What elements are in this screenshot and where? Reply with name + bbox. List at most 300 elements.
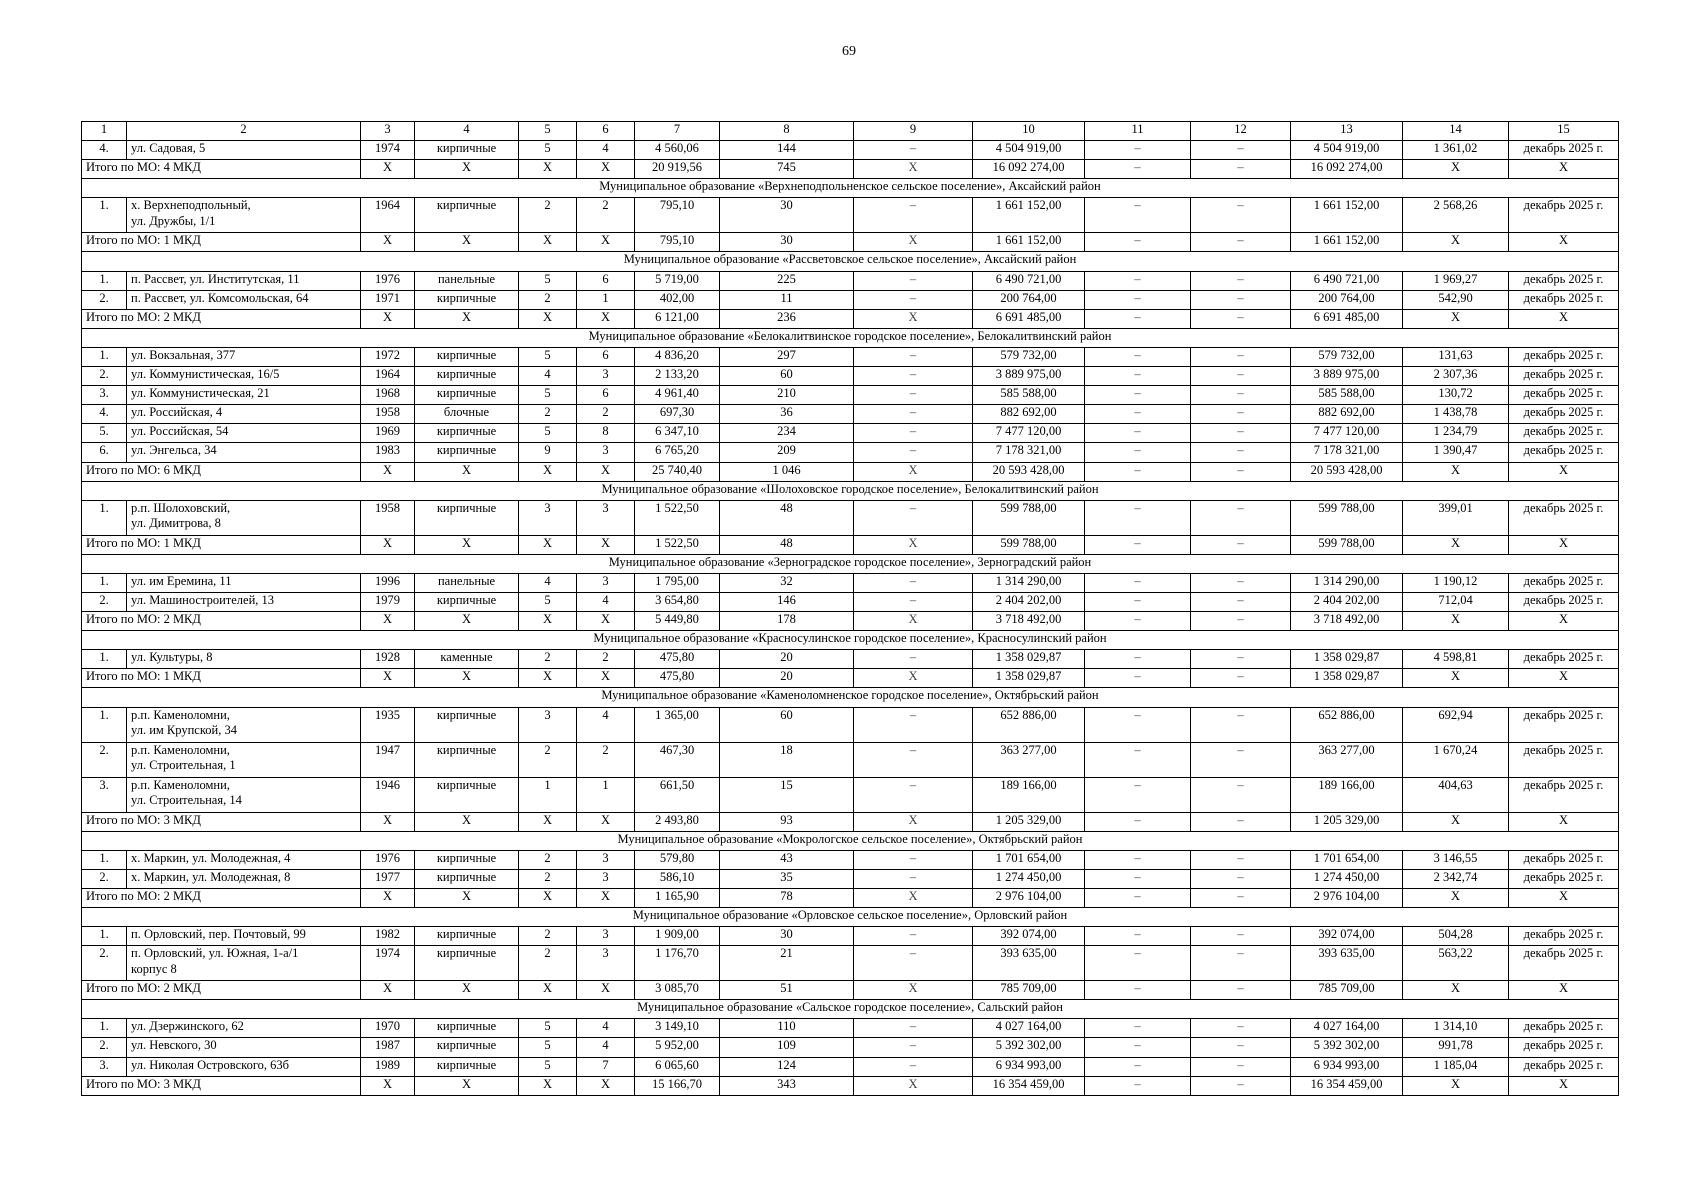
- unit-cost-cell: 1 234,79: [1403, 424, 1509, 443]
- col9-cell: X: [854, 309, 973, 328]
- table-row: [82, 1057, 1619, 1076]
- subtotal-label: Итого по МО: 1 МКД: [82, 233, 361, 252]
- wall-material-cell: кирпичные: [415, 1019, 519, 1038]
- address-line: п. Рассвет, ул. Институтская, 11: [131, 271, 300, 286]
- subtotal-row: [82, 981, 1619, 1000]
- municipality-heading: Муниципальное образование «Верхнеподпольненское сельское поселение», Аксайский район: [82, 179, 1619, 198]
- deadline-cell: декабрь 2025 г.: [1509, 742, 1619, 777]
- entrances-cell: 3: [577, 573, 635, 592]
- floors-cell: 1: [519, 777, 577, 812]
- table-row: [82, 443, 1619, 462]
- year-cell: 1964: [361, 198, 415, 233]
- unit-cost-cell: 1 670,24: [1403, 742, 1509, 777]
- deadline-cell: декабрь 2025 г.: [1509, 707, 1619, 742]
- entrances-cell: 1: [577, 777, 635, 812]
- entrances-cell: 3: [577, 927, 635, 946]
- entrances-cell: 2: [577, 742, 635, 777]
- column-number: 5: [519, 122, 577, 141]
- col9-cell: –: [854, 777, 973, 812]
- address-line: ул. Культуры, 8: [131, 650, 213, 665]
- subtotal-label: Итого по МО: 1 МКД: [82, 535, 361, 554]
- row-number-cell: 2.: [82, 592, 127, 611]
- address-line: корпус 8: [131, 961, 177, 976]
- cost-cell: 1 358 029,87: [973, 669, 1085, 688]
- area-cell: 4 836,20: [635, 347, 720, 366]
- municipality-heading-row: [82, 252, 1619, 271]
- year-cell: 1987: [361, 1038, 415, 1057]
- year-cell: X: [361, 309, 415, 328]
- area-cell: 15 166,70: [635, 1076, 720, 1095]
- floors-cell: 2: [519, 927, 577, 946]
- year-cell: 1974: [361, 946, 415, 981]
- residents-cell: 210: [720, 386, 854, 405]
- col9-cell: –: [854, 424, 973, 443]
- wall-material-cell: X: [415, 1076, 519, 1095]
- area-cell: 6 065,60: [635, 1057, 720, 1076]
- floors-cell: 2: [519, 290, 577, 309]
- col12-cell: –: [1191, 592, 1291, 611]
- floors-cell: 4: [519, 367, 577, 386]
- deadline-cell: X: [1509, 535, 1619, 554]
- entrances-cell: 6: [577, 347, 635, 366]
- municipality-heading-row: [82, 831, 1619, 850]
- floors-cell: X: [519, 812, 577, 831]
- municipality-heading: Муниципальное образование «Орловское сельское поселение», Орловский район: [82, 908, 1619, 927]
- residents-cell: 297: [720, 347, 854, 366]
- area-cell: 6 765,20: [635, 443, 720, 462]
- area-cell: 1 522,50: [635, 500, 720, 535]
- address-line: ул. им Еремина, 11: [131, 573, 232, 588]
- col13-cell: 652 886,00: [1291, 707, 1403, 742]
- col11-cell: –: [1085, 1019, 1191, 1038]
- year-cell: 1946: [361, 777, 415, 812]
- col9-cell: –: [854, 1019, 973, 1038]
- floors-cell: X: [519, 233, 577, 252]
- floors-cell: 2: [519, 405, 577, 424]
- row-number-cell: 1.: [82, 347, 127, 366]
- address-cell: [127, 650, 361, 669]
- col13-cell: 1 701 654,00: [1291, 850, 1403, 869]
- row-number-cell: 1.: [82, 927, 127, 946]
- col11-cell: –: [1085, 462, 1191, 481]
- table-row: [82, 592, 1619, 611]
- wall-material-cell: кирпичные: [415, 1038, 519, 1057]
- address-cell: [127, 500, 361, 535]
- wall-material-cell: X: [415, 669, 519, 688]
- col12-cell: –: [1191, 612, 1291, 631]
- col12-cell: –: [1191, 707, 1291, 742]
- deadline-cell: декабрь 2025 г.: [1509, 424, 1619, 443]
- deadline-cell: X: [1509, 233, 1619, 252]
- col12-cell: –: [1191, 869, 1291, 888]
- area-cell: 2 133,20: [635, 367, 720, 386]
- subtotal-label: Итого по МО: 4 МКД: [82, 160, 361, 179]
- unit-cost-cell: X: [1403, 309, 1509, 328]
- col11-cell: –: [1085, 927, 1191, 946]
- table-row: [82, 424, 1619, 443]
- wall-material-cell: кирпичные: [415, 500, 519, 535]
- residents-cell: 93: [720, 812, 854, 831]
- col9-cell: –: [854, 707, 973, 742]
- address-line: ул. Энгельса, 34: [131, 443, 217, 458]
- wall-material-cell: кирпичные: [415, 592, 519, 611]
- subtotal-row: [82, 888, 1619, 907]
- col13-cell: 6 490 721,00: [1291, 271, 1403, 290]
- col9-cell: –: [854, 850, 973, 869]
- unit-cost-cell: X: [1403, 535, 1509, 554]
- col9-cell: –: [854, 405, 973, 424]
- address-line: ул. Машиностроителей, 13: [131, 592, 275, 607]
- residents-cell: 21: [720, 946, 854, 981]
- col11-cell: –: [1085, 742, 1191, 777]
- col13-cell: 1 661 152,00: [1291, 233, 1403, 252]
- area-cell: 1 522,50: [635, 535, 720, 554]
- residents-cell: 43: [720, 850, 854, 869]
- column-number: 1: [82, 122, 127, 141]
- col11-cell: –: [1085, 424, 1191, 443]
- deadline-cell: декабрь 2025 г.: [1509, 946, 1619, 981]
- year-cell: X: [361, 612, 415, 631]
- area-cell: 20 919,56: [635, 160, 720, 179]
- col11-cell: –: [1085, 367, 1191, 386]
- wall-material-cell: X: [415, 812, 519, 831]
- municipality-heading-row: [82, 1000, 1619, 1019]
- area-cell: 697,30: [635, 405, 720, 424]
- entrances-cell: 6: [577, 271, 635, 290]
- col12-cell: –: [1191, 573, 1291, 592]
- col9-cell: X: [854, 1076, 973, 1095]
- col11-cell: –: [1085, 500, 1191, 535]
- residents-cell: 343: [720, 1076, 854, 1095]
- area-cell: 5 719,00: [635, 271, 720, 290]
- wall-material-cell: каменные: [415, 650, 519, 669]
- address-line: ул. Российская, 4: [131, 405, 223, 420]
- column-number: 2: [127, 122, 361, 141]
- col13-cell: 599 788,00: [1291, 500, 1403, 535]
- subtotal-label: Итого по МО: 2 МКД: [82, 888, 361, 907]
- area-cell: 579,80: [635, 850, 720, 869]
- col12-cell: –: [1191, 233, 1291, 252]
- col13-cell: 16 092 274,00: [1291, 160, 1403, 179]
- year-cell: X: [361, 812, 415, 831]
- residents-cell: 124: [720, 1057, 854, 1076]
- entrances-cell: X: [577, 1076, 635, 1095]
- wall-material-cell: кирпичные: [415, 347, 519, 366]
- col12-cell: –: [1191, 981, 1291, 1000]
- wall-material-cell: кирпичные: [415, 290, 519, 309]
- cost-cell: 1 358 029,87: [973, 650, 1085, 669]
- municipality-heading: Муниципальное образование «Красносулинское городское поселение», Красносулинский район: [82, 631, 1619, 650]
- entrances-cell: 4: [577, 592, 635, 611]
- column-number: 14: [1403, 122, 1509, 141]
- floors-cell: X: [519, 1076, 577, 1095]
- row-number-cell: 3.: [82, 1057, 127, 1076]
- page-number: 69: [842, 44, 856, 59]
- col11-cell: –: [1085, 1076, 1191, 1095]
- address-cell: [127, 1057, 361, 1076]
- year-cell: X: [361, 669, 415, 688]
- area-cell: 4 961,40: [635, 386, 720, 405]
- table-row: [82, 367, 1619, 386]
- municipality-heading-row: [82, 481, 1619, 500]
- floors-cell: 5: [519, 1019, 577, 1038]
- area-cell: 4 560,06: [635, 141, 720, 160]
- col13-cell: 7 477 120,00: [1291, 424, 1403, 443]
- column-number: 9: [854, 122, 973, 141]
- cost-cell: 7 178 321,00: [973, 443, 1085, 462]
- deadline-cell: декабрь 2025 г.: [1509, 386, 1619, 405]
- entrances-cell: X: [577, 812, 635, 831]
- floors-cell: X: [519, 160, 577, 179]
- col13-cell: 7 178 321,00: [1291, 443, 1403, 462]
- subtotal-row: [82, 535, 1619, 554]
- col11-cell: –: [1085, 612, 1191, 631]
- col13-cell: 1 358 029,87: [1291, 650, 1403, 669]
- year-cell: 1996: [361, 573, 415, 592]
- residents-cell: 234: [720, 424, 854, 443]
- col9-cell: –: [854, 443, 973, 462]
- col12-cell: –: [1191, 141, 1291, 160]
- row-number-cell: 1.: [82, 271, 127, 290]
- entrances-cell: 4: [577, 141, 635, 160]
- wall-material-cell: кирпичные: [415, 777, 519, 812]
- col12-cell: –: [1191, 405, 1291, 424]
- column-number: 11: [1085, 122, 1191, 141]
- col9-cell: –: [854, 1038, 973, 1057]
- residents-cell: 30: [720, 198, 854, 233]
- cost-cell: 1 661 152,00: [973, 198, 1085, 233]
- address-cell: [127, 386, 361, 405]
- table-row: [82, 777, 1619, 812]
- col11-cell: –: [1085, 309, 1191, 328]
- residents-cell: 236: [720, 309, 854, 328]
- col13-cell: 785 709,00: [1291, 981, 1403, 1000]
- deadline-cell: декабрь 2025 г.: [1509, 290, 1619, 309]
- floors-cell: 2: [519, 850, 577, 869]
- column-number-row: [82, 122, 1619, 141]
- year-cell: 1976: [361, 271, 415, 290]
- col12-cell: –: [1191, 309, 1291, 328]
- row-number-cell: 3.: [82, 777, 127, 812]
- subtotal-row: [82, 669, 1619, 688]
- year-cell: 1982: [361, 927, 415, 946]
- cost-cell: 1 274 450,00: [973, 869, 1085, 888]
- entrances-cell: 6: [577, 386, 635, 405]
- col9-cell: X: [854, 888, 973, 907]
- deadline-cell: декабрь 2025 г.: [1509, 367, 1619, 386]
- year-cell: X: [361, 981, 415, 1000]
- col12-cell: –: [1191, 462, 1291, 481]
- col12-cell: –: [1191, 1019, 1291, 1038]
- entrances-cell: 2: [577, 198, 635, 233]
- entrances-cell: X: [577, 309, 635, 328]
- municipality-heading: Муниципальное образование «Мокрологское сельское поселение», Октябрьский район: [82, 831, 1619, 850]
- address-line: ул. Коммунистическая, 21: [131, 386, 270, 401]
- row-number-cell: 2.: [82, 1038, 127, 1057]
- deadline-cell: декабрь 2025 г.: [1509, 443, 1619, 462]
- area-cell: 661,50: [635, 777, 720, 812]
- entrances-cell: X: [577, 888, 635, 907]
- floors-cell: 5: [519, 347, 577, 366]
- col9-cell: X: [854, 535, 973, 554]
- deadline-cell: декабрь 2025 г.: [1509, 927, 1619, 946]
- residents-cell: 11: [720, 290, 854, 309]
- subtotal-label: Итого по МО: 3 МКД: [82, 1076, 361, 1095]
- area-cell: 1 909,00: [635, 927, 720, 946]
- col12-cell: –: [1191, 367, 1291, 386]
- wall-material-cell: кирпичные: [415, 198, 519, 233]
- address-line: ул. Коммунистическая, 16/5: [131, 367, 280, 382]
- wall-material-cell: X: [415, 535, 519, 554]
- cost-cell: 6 691 485,00: [973, 309, 1085, 328]
- table-row: [82, 347, 1619, 366]
- entrances-cell: 3: [577, 500, 635, 535]
- address-cell: [127, 367, 361, 386]
- year-cell: 1979: [361, 592, 415, 611]
- municipality-heading-row: [82, 908, 1619, 927]
- unit-cost-cell: X: [1403, 233, 1509, 252]
- deadline-cell: X: [1509, 1076, 1619, 1095]
- col13-cell: 3 889 975,00: [1291, 367, 1403, 386]
- deadline-cell: декабрь 2025 г.: [1509, 869, 1619, 888]
- entrances-cell: X: [577, 981, 635, 1000]
- address-cell: [127, 1019, 361, 1038]
- col11-cell: –: [1085, 347, 1191, 366]
- address-cell: [127, 405, 361, 424]
- address-line: р.п. Каменоломни,: [131, 777, 230, 792]
- residents-cell: 144: [720, 141, 854, 160]
- municipality-heading-row: [82, 631, 1619, 650]
- subtotal-label: Итого по МО: 6 МКД: [82, 462, 361, 481]
- subtotal-row: [82, 1076, 1619, 1095]
- area-cell: 3 085,70: [635, 981, 720, 1000]
- col9-cell: –: [854, 869, 973, 888]
- unit-cost-cell: 131,63: [1403, 347, 1509, 366]
- deadline-cell: декабрь 2025 г.: [1509, 1019, 1619, 1038]
- col12-cell: –: [1191, 424, 1291, 443]
- municipality-heading: Муниципальное образование «Зерноградское городское поселение», Зерноградский район: [82, 554, 1619, 573]
- deadline-cell: декабрь 2025 г.: [1509, 347, 1619, 366]
- year-cell: 1989: [361, 1057, 415, 1076]
- year-cell: 1947: [361, 742, 415, 777]
- unit-cost-cell: X: [1403, 1076, 1509, 1095]
- col11-cell: –: [1085, 650, 1191, 669]
- area-cell: 475,80: [635, 669, 720, 688]
- col12-cell: –: [1191, 650, 1291, 669]
- year-cell: 1964: [361, 367, 415, 386]
- area-cell: 1 176,70: [635, 946, 720, 981]
- area-cell: 1 365,00: [635, 707, 720, 742]
- col11-cell: –: [1085, 850, 1191, 869]
- col12-cell: –: [1191, 198, 1291, 233]
- col9-cell: –: [854, 742, 973, 777]
- column-number: 4: [415, 122, 519, 141]
- col11-cell: –: [1085, 812, 1191, 831]
- col9-cell: X: [854, 812, 973, 831]
- col12-cell: –: [1191, 386, 1291, 405]
- unit-cost-cell: 2 568,26: [1403, 198, 1509, 233]
- address-cell: [127, 290, 361, 309]
- floors-cell: 2: [519, 198, 577, 233]
- col11-cell: –: [1085, 443, 1191, 462]
- address-cell: [127, 946, 361, 981]
- year-cell: 1970: [361, 1019, 415, 1038]
- subtotal-row: [82, 612, 1619, 631]
- residents-cell: 60: [720, 707, 854, 742]
- cost-cell: 1 205 329,00: [973, 812, 1085, 831]
- municipality-heading-row: [82, 554, 1619, 573]
- address-line: ул. Российская, 54: [131, 424, 229, 439]
- table-row: [82, 405, 1619, 424]
- column-number: 10: [973, 122, 1085, 141]
- col12-cell: –: [1191, 777, 1291, 812]
- cost-cell: 652 886,00: [973, 707, 1085, 742]
- residents-cell: 15: [720, 777, 854, 812]
- area-cell: 2 493,80: [635, 812, 720, 831]
- subtotal-row: [82, 233, 1619, 252]
- address-line: ул. Вокзальная, 377: [131, 347, 236, 362]
- deadline-cell: X: [1509, 888, 1619, 907]
- col9-cell: –: [854, 386, 973, 405]
- wall-material-cell: кирпичные: [415, 443, 519, 462]
- subtotal-row: [82, 812, 1619, 831]
- col11-cell: –: [1085, 1038, 1191, 1057]
- col9-cell: –: [854, 500, 973, 535]
- address-line: ул. им Крупской, 34: [131, 723, 237, 738]
- wall-material-cell: X: [415, 462, 519, 481]
- wall-material-cell: X: [415, 309, 519, 328]
- row-number-cell: 1.: [82, 850, 127, 869]
- address-line: ул. Дружбы, 1/1: [131, 213, 216, 228]
- address-cell: [127, 573, 361, 592]
- area-cell: 1 795,00: [635, 573, 720, 592]
- table-row: [82, 271, 1619, 290]
- residents-cell: 110: [720, 1019, 854, 1038]
- cost-cell: 585 588,00: [973, 386, 1085, 405]
- entrances-cell: 2: [577, 405, 635, 424]
- col13-cell: 882 692,00: [1291, 405, 1403, 424]
- area-cell: 3 149,10: [635, 1019, 720, 1038]
- address-cell: [127, 141, 361, 160]
- unit-cost-cell: 712,04: [1403, 592, 1509, 611]
- unit-cost-cell: 1 190,12: [1403, 573, 1509, 592]
- col9-cell: –: [854, 347, 973, 366]
- floors-cell: X: [519, 462, 577, 481]
- wall-material-cell: кирпичные: [415, 850, 519, 869]
- residents-cell: 48: [720, 535, 854, 554]
- unit-cost-cell: X: [1403, 812, 1509, 831]
- area-cell: 3 654,80: [635, 592, 720, 611]
- col13-cell: 393 635,00: [1291, 946, 1403, 981]
- year-cell: 1958: [361, 405, 415, 424]
- area-cell: 402,00: [635, 290, 720, 309]
- residents-cell: 32: [720, 573, 854, 592]
- col12-cell: –: [1191, 888, 1291, 907]
- col11-cell: –: [1085, 573, 1191, 592]
- area-cell: 5 449,80: [635, 612, 720, 631]
- floors-cell: 5: [519, 141, 577, 160]
- wall-material-cell: панельные: [415, 573, 519, 592]
- area-cell: 5 952,00: [635, 1038, 720, 1057]
- address-line: х. Маркин, ул. Молодежная, 8: [131, 869, 291, 884]
- col12-cell: –: [1191, 535, 1291, 554]
- residents-cell: 109: [720, 1038, 854, 1057]
- deadline-cell: X: [1509, 160, 1619, 179]
- residents-cell: 745: [720, 160, 854, 179]
- year-cell: 1971: [361, 290, 415, 309]
- table-body: [82, 122, 1619, 1096]
- col11-cell: –: [1085, 233, 1191, 252]
